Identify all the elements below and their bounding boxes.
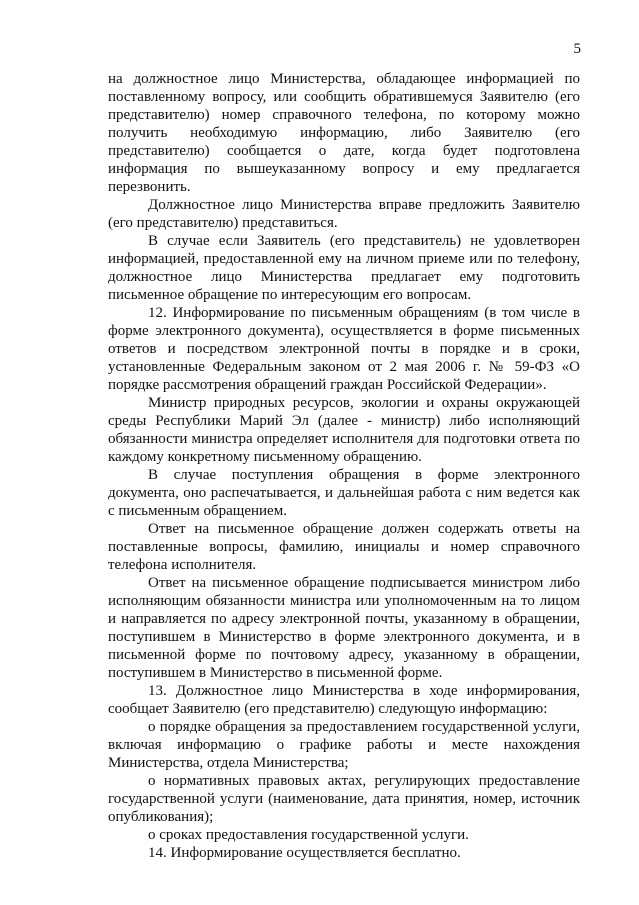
paragraph: Должностное лицо Министерства вправе предложить Заявителю (его представителю) представиться. (108, 197, 580, 231)
paragraph: В случае поступления обращения в форме электронного документа, оно распечатывается, и дальнейшая работа с ним ведется как с письменным обращением. (108, 467, 580, 519)
page-number: 5 (573, 41, 581, 57)
paragraph: 12. Информирование по письменным обращениям (в том числе в форме электронного документа), осуществляется в форме письменных ответов и посредством электронной почты в порядке и в сроки, установленные Федеральным законом от 2 мая 2006 г. № 59-ФЗ «О порядке рассмотрения обращений граждан Российской Федерации». (108, 305, 580, 393)
paragraph: на должностное лицо Министерства, обладающее информацией по поставленному вопросу, или сообщить обратившемуся Заявителю (его представителю) номер справочного телефона, по которому можно получить необходимую информацию, либо Заявителю (его представителю) сообщается о дате, когда будет подготовлена информация по вышеуказанному вопросу и ему предлагается перезвонить. (108, 71, 580, 195)
paragraph: В случае если Заявитель (его представитель) не удовлетворен информацией, предоставленной ему на личном приеме или по телефону, должностное лицо Министерства предлагает ему подготовить письменное обращение по интересующим его вопросам. (108, 233, 580, 303)
paragraph: о нормативных правовых актах, регулирующих предоставление государственной услуги (наименование, дата принятия, номер, источник опубликования); (108, 773, 580, 825)
document-body (108, 70, 580, 862)
paragraph: 14. Информирование осуществляется бесплатно. (148, 845, 461, 861)
paragraph: Министр природных ресурсов, экологии и охраны окружающей среды Республики Марий Эл (далее - министр) либо исполняющий обязанности министра определяет исполнителя для подготовки ответа по каждому конкретному письменному обращению. (108, 395, 580, 465)
paragraph: о сроках предоставления государственной услуги. (148, 827, 469, 843)
paragraph: Ответ на письменное обращение должен содержать ответы на поставленные вопросы, фамилию, инициалы и номер справочного телефона исполнителя. (108, 521, 580, 573)
paragraph: Ответ на письменное обращение подписывается министром либо исполняющим обязанности министра или уполномоченным на то лицом и направляется по адресу электронной почты, указанному в обращении, поступившем в Министерство в форме электронного документа, и в письменной форме по почтовому адресу, указанному в обращении, поступившем в Министерство в письменной форме. (108, 575, 580, 681)
paragraph: о порядке обращения за предоставлением государственной услуги, включая информацию о графике работы и месте нахождения Министерства, отдела Министерства; (108, 719, 580, 771)
paragraph: 13. Должностное лицо Министерства в ходе информирования, сообщает Заявителю (его представителю) следующую информацию: (108, 683, 580, 717)
